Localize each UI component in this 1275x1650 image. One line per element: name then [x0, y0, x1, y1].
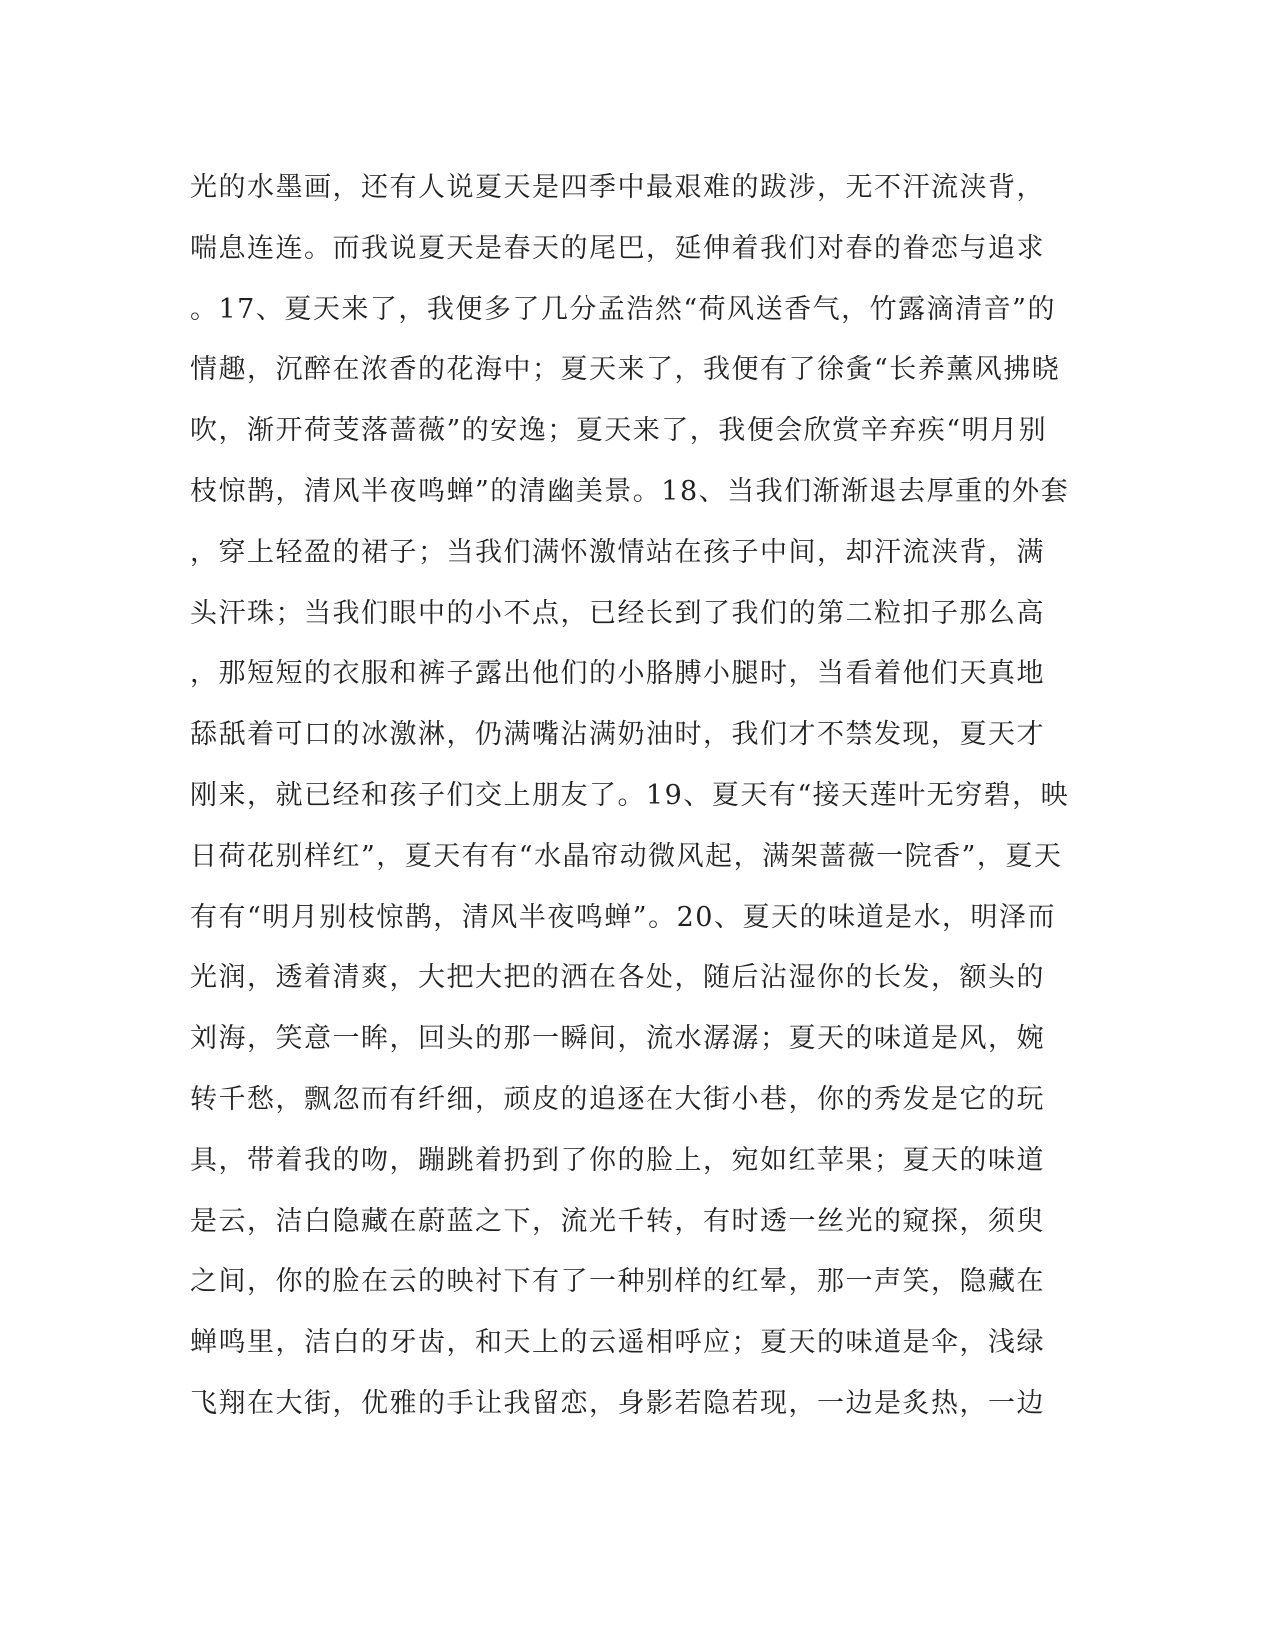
- text-line: 吹，渐开荷芰落蔷薇”的安逸；夏天来了，我便会欣赏辛弃疾“明月别: [190, 415, 1048, 447]
- text-line: 刚来，就已经和孩子们交上朋友了。19、夏天有“接天莲叶无穷碧，映: [190, 779, 1070, 811]
- body-text: [190, 158, 1090, 1435]
- text-line: 头汗珠；当我们眼中的小不点，已经长到了我们的第二粒扣子那么高: [190, 597, 1045, 629]
- text-line: 刘海，笑意一眸，回头的那一瞬间，流水潺潺；夏天的味道是风，婉: [190, 1023, 1045, 1055]
- text-line: 喘息连连。而我说夏天是春天的尾巴，延伸着我们对春的眷恋与追求: [190, 232, 1045, 264]
- text-line: 舔舐着可口的冰激淋，仍满嘴沾满奶油时，我们才不禁发现，夏天才: [190, 719, 1045, 751]
- text-line: 枝惊鹊，清风半夜鸣蝉”的清幽美景。18、当我们渐渐退去厚重的外套: [190, 475, 1070, 507]
- text-line: ，穿上轻盈的裙子；当我们满怀激情站在孩子中间，却汗流浃背，满: [190, 536, 1045, 568]
- text-line: 具，带着我的吻，蹦跳着扔到了你的脸上，宛如红苹果；夏天的味道: [190, 1144, 1045, 1176]
- text-line: 之间，你的脸在云的映衬下有了一种别样的红晕，那一声笑，隐藏在: [190, 1266, 1045, 1298]
- text-line: 日荷花别样红”，夏天有有“水晶帘动微风起，满架蔷薇一院香”，夏天: [190, 840, 1063, 872]
- text-line: 是云，洁白隐藏在蔚蓝之下，流光千转，有时透一丝光的窥探，须臾: [190, 1205, 1045, 1237]
- text-line: 转千愁，飘忽而有纤细，顽皮的追逐在大街小巷，你的秀发是它的玩: [190, 1083, 1045, 1115]
- text-line: 光的水墨画，还有人说夏天是四季中最艰难的跋涉，无不汗流浃背，: [190, 172, 1045, 203]
- text-line: 蝉鸣里，洁白的牙齿，和天上的云遥相呼应；夏天的味道是伞，浅绿: [190, 1327, 1045, 1359]
- text-line: 有有“明月别枝惊鹊，清风半夜鸣蝉”。20、夏天的味道是水，明泽而: [190, 901, 1056, 933]
- text-line: ，那短短的衣服和裤子露出他们的小胳膊小腿时，当看着他们天真地: [190, 658, 1045, 690]
- text-line: 飞翔在大街，优雅的手让我留恋，身影若隐若现，一边是炙热，一边: [190, 1387, 1045, 1419]
- text-line: 光润，透着清爽，大把大把的洒在各处，随后沾湿你的长发，额头的: [190, 962, 1045, 994]
- text-line: 情趣，沉醉在浓香的花海中；夏天来了，我便有了徐夤“长养薰风拂晓: [190, 354, 1061, 386]
- text-line: 。17、夏天来了，我便多了几分孟浩然“荷风送香气，竹露滴清音”的: [190, 293, 1056, 325]
